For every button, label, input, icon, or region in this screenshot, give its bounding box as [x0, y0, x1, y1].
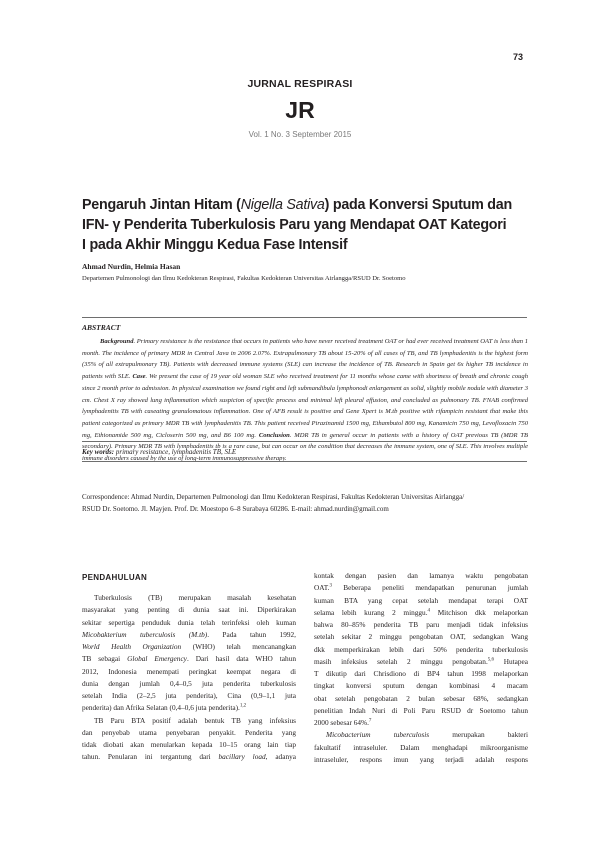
abstract-body	[82, 336, 528, 465]
text-line: kuman BTA yang cepat setelah mendapat terapi OAT	[314, 595, 528, 605]
section-heading: PENDAHULUAN	[82, 573, 148, 582]
correspondence-line-1: Correspondence: Ahmad Nurdin, Departemen Pulmonologi dan Ilmu Kedokteran Respirasi, Fakultas Kedokteran Universitas Airlangga/	[82, 493, 465, 501]
text-line: penderita) dan Afrika Selatan (0,4–0,6 juta penderita).$^{1,2}$	[82, 703, 247, 713]
text-line: masih infeksius setelah 2 minggu pengobatan.$^{5,6}$ Hutapea	[314, 656, 529, 666]
text-line: intraseluler, respons imun yang terjadi adalah respons	[314, 754, 528, 764]
citation-ref: 7	[368, 718, 372, 724]
text-line: setelah sekitar 2 minggu pengobatan OAT, sedangkan Wang	[314, 632, 528, 642]
page-number: 73	[512, 52, 523, 62]
volume-info: Vol. 1 No. 3 September 2015	[248, 130, 352, 139]
text-line: tingkat konversi sputum dengan kombinasi 4 macam	[314, 681, 528, 691]
title-italic-term: Nigella Sativa	[240, 197, 325, 213]
correspondence	[82, 491, 528, 515]
affiliation: Departemen Pulmonologi dan Ilmu Kedokteran Respirasi, Fakultas Kedokteran Universitas Airlangga/RSUD Dr. Soetomo	[82, 275, 406, 282]
citation-ref: 5,6	[487, 657, 495, 663]
text-line: Micobakterium tuberculosis (M.tb). Pada tahun 1992,	[82, 629, 296, 639]
divider-top	[82, 317, 527, 318]
text-line: tidak diobati akan menularkan kepada 10–15 orang lain tiap	[82, 740, 296, 749]
text-line: selama lebih kurang 2 minggu.$^4$ Mitchison dkk melaporkan	[314, 607, 528, 617]
divider-mid	[82, 441, 527, 442]
text-line: penelitian Indah Nuri di Poli Paru RSUD dr Soetomo tahun	[314, 705, 528, 715]
journal-name: JURNAL RESPIRASI	[247, 78, 353, 90]
text-line: 2012, Indonesia menempati peringkat keempat negara di	[82, 666, 296, 676]
article-title	[82, 195, 542, 255]
text-line: TB Paru BTA positif adalah bentuk TB yang infeksius	[94, 715, 296, 725]
body-column-right	[314, 570, 528, 766]
text-line: dkk memperkirakan lebih dari 50% penderita tuberkulosis	[314, 644, 528, 654]
text-line: Micobacterium tuberculosis merupakan bakteri	[326, 730, 528, 740]
text-line: obat setelah pengobatan 2 bulan sebesar 68%, sedangkan	[314, 693, 528, 703]
text-line: sekitar sepertiga penduduk dunia telah terinfeksi oleh kuman	[82, 617, 296, 627]
text-line: fakultatif intraseluler. Dalam menghadapi mikroorganisme	[314, 742, 528, 752]
keywords	[82, 448, 236, 456]
authors: Ahmad Nurdin, Helmia Hasan	[82, 262, 181, 271]
keywords-text: primary resistance, lymphadenitis TB, SLE	[114, 448, 237, 456]
text-line: tahun. Penularan ini tergantung dari bacillary load, adanya	[82, 752, 296, 762]
body-column-left	[82, 592, 296, 764]
text-line: dan penyebab utama penyebaran penyakit. Penderita yang	[82, 727, 296, 737]
title-line-3: I pada Akhir Minggu Kedua Fase Intensif	[82, 237, 348, 253]
correspondence-line-2: RSUD Dr. Soetomo. Jl. Mayjen. Prof. Dr. Moestopo 6–8 Surabaya 60286. E-mail: ahmad.nurdin@gmail.com	[82, 505, 389, 513]
text-line: T dikutip dari Chrisdiono di BP4 tahun 1998 melaporkan	[314, 669, 528, 678]
citation-ref: 4	[427, 608, 431, 614]
divider-bottom	[82, 461, 527, 462]
text-line: OAT.$^3$ Beberapa peneliti mendapatkan penurunan jumlah	[314, 583, 528, 593]
text-line: World Health Organization (WHO) telah mencanangkan	[82, 642, 296, 651]
keywords-label: Key words:	[82, 448, 115, 456]
abstract-heading: ABSTRACT	[82, 323, 121, 332]
text-line: 2000 sebesar 64%.$^7$	[314, 718, 372, 727]
citation-ref: 1,2	[239, 703, 247, 709]
text-line: dunia dengan jumlah 0,4–0,5 juta penderita tuberkulosis	[82, 678, 296, 688]
abstract-paragraph: Background. Primary resistance is the resistance that occurs in patients who have never received treatment OAT or had ever received treatment OAT is less than 1 month. The incidence of primary MDR in Central Java in 2006 2.07%. Extrapulmonary TB about 15-20% of all cases of TB, and TB lymphadenitis is the highest form (35% of all extrapulmonary TB). Patients with decreased immune systems (SLE) can increase the incidence of TB. Research in Spain get 6x higher TB incidence in patients with SLE. Case. We present the case of 19 year old woman SLE who received treatment for 11 months whose came with shortness of breath and chronic cough since 2 month prior to admission. In physical examination we found right and left submandibula lymphonodi enlargement as solid, slightly mobile nodule with diameter 3 cm. Chest X ray showed lung inflammation which suspicion of specific process and minimal left pleural effusion, and concluded as pulmonary TB. FNAB confirmed lymphadenitis TB with caseating granulomatous inflammation. One of AFB result is positive and Gene Xpert is M.tb positive with rifampicin resistant that make this patient categorized as primary MDR TB with lymphadenitis TB. This patient received Pirazinamid 1500 mg, Ethambutol 800 mg, Kanamicin 750 mg, Levofloxacin 750 mg, Ethionamide 500 mg, Cicloserin 500 mg, and B6 100 mg. Conclusion. MDR TB in general occur in patients with a history of OAT previous TB (MDR TB secondary). Primary MDR TB with lymphadenitis tb is a rare case, but can occur on the condition that decreases the immune system, one of SLE. This involves multiple immune disorders caused by the use of long-term immunosuppressive therapy.	[82, 338, 528, 463]
title-line-1: Pengaruh Jintan Hitam (Nigella Sativa) pada Konversi Sputum dan	[82, 197, 512, 213]
citation-ref: 3	[329, 583, 332, 589]
text-line: TB sebagai Global Emergency. Dari hasil data WHO tahun	[82, 654, 296, 664]
text-line: Tuberkulosis (TB) merupakan masalah kesehatan	[94, 593, 296, 602]
text-line: bahwa 80–85% penderita TB paru menjadi tidak infeksius	[314, 620, 528, 629]
text-line: masyarakat yang penting di dunia saat ini. Diperkirakan	[82, 605, 296, 615]
journal-abbreviation: JR	[285, 97, 315, 123]
text-line: kontak dengan pasien dan lamanya waktu pengobatan	[314, 571, 528, 580]
text-line: setelah India (2–2,5 juta penderita), Cina (0,9–1,1 juta	[82, 691, 296, 700]
title-line-2: IFN- γ Penderita Tuberkulosis Paru yang Mendapat OAT Kategori	[82, 217, 507, 233]
